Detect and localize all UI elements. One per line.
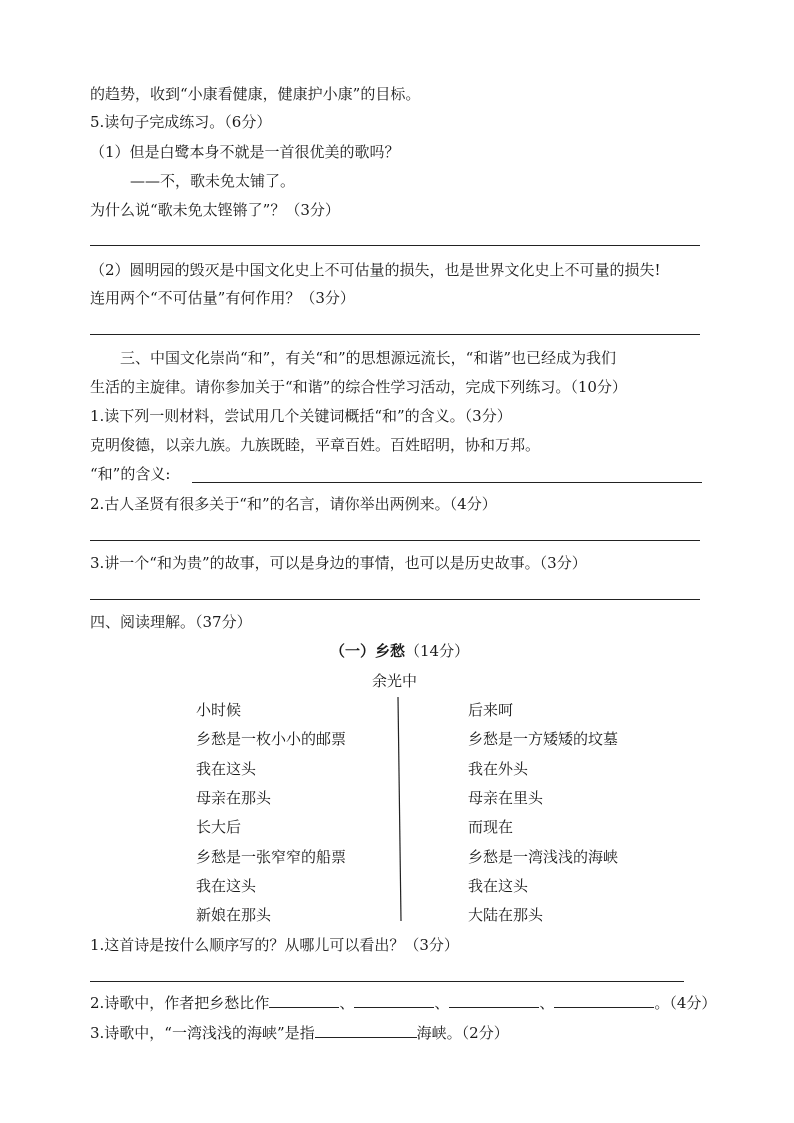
section-3-question-2: 2.古人圣贤有很多关于“和”的名言，请你举出两例来。（4分） — [90, 495, 497, 513]
blank-1[interactable] — [269, 993, 339, 1008]
q2-end: 。（4分） — [654, 994, 717, 1012]
poem-line: 大陆在那头 — [468, 906, 544, 925]
answer-line[interactable] — [90, 334, 700, 335]
q2-separator: 、 — [434, 994, 450, 1012]
section-3-question-3: 3.讲一个“和为贵”的故事，可以是身边的事情，也可以是历史故事。（3分） — [90, 554, 587, 572]
poem-line: 母亲在那头 — [196, 788, 272, 807]
answer-line[interactable] — [90, 245, 700, 246]
poem-author: 余光中 — [372, 672, 418, 690]
poem-line: 乡愁是一枚小小的邮票 — [196, 730, 347, 749]
blank-strait[interactable] — [315, 1023, 417, 1038]
section-4-question-2 — [90, 993, 716, 1013]
poem-line: 乡愁是一方矮矮的坟墓 — [468, 730, 619, 749]
q2-prefix: 2.诗歌中，作者把乡愁比作 — [90, 994, 270, 1012]
question-5-2-prompt: 连用两个“不可估量”有何作用？（3分） — [90, 289, 355, 307]
question-5-2-sentence: （2）圆明园的毁灭是中国文化史上不可估量的损失，也是世界文化史上不可量的损失! — [90, 261, 661, 279]
poem-title — [330, 641, 469, 661]
section-3-intro-cont: 生活的主旋律。请你参加关于“和谐”的综合性学习活动，完成下列练习。（10分） — [90, 378, 627, 396]
q2-separator: 、 — [539, 994, 555, 1012]
poem-line: 小时候 — [196, 701, 242, 719]
poem-title-text: （一）乡愁 — [330, 642, 406, 660]
poem-line: 我在这头 — [196, 759, 257, 778]
blank-3[interactable] — [449, 993, 539, 1008]
poem-line: 后来呵 — [468, 701, 514, 719]
question-5-1-sentence: （1）但是白鹭本身不就是一首很优美的歌吗？ — [90, 143, 400, 161]
section-4-question-1: 1.这首诗是按什么顺序写的？从哪儿可以看出？（3分） — [90, 936, 459, 954]
text-line: 的趋势，收到“小康看健康，健康护小康”的目标。 — [90, 85, 421, 103]
poem-line: 我在外头 — [468, 759, 529, 778]
section-3-question-1: 1.读下列一则材料，尝试用几个关键词概括“和”的含义。（3分） — [90, 407, 512, 425]
blank-4[interactable] — [554, 993, 654, 1008]
section-4-question-3 — [90, 1023, 509, 1043]
meaning-answer-line[interactable] — [192, 482, 702, 483]
poem-divider — [390, 695, 406, 923]
question-5-1-prompt: 为什么说“歌未免太铿锵了”？（3分） — [90, 201, 340, 219]
answer-line[interactable] — [90, 981, 684, 982]
poem-line: 长大后 — [196, 818, 242, 837]
section-3-intro: 三、中国文化崇尚“和”，有关“和”的思想源远流长，“和谐”也已经成为我们 — [120, 349, 617, 367]
answer-line[interactable] — [90, 599, 700, 600]
poem-line: 乡愁是一张窄窄的船票 — [196, 847, 347, 866]
question-5: 5.读句子完成练习。（6分） — [90, 113, 272, 131]
section-4-heading: 四、阅读理解。（37分） — [90, 613, 252, 631]
answer-line[interactable] — [90, 540, 700, 541]
poem-line: 母亲在里头 — [468, 788, 544, 807]
poem-line: 而现在 — [468, 818, 514, 837]
poem-points: （14分） — [405, 642, 470, 660]
q2-separator: 、 — [339, 994, 355, 1012]
poem-line: 我在这头 — [468, 876, 529, 895]
question-5-1-reply: ——不，歌未免太铺了。 — [130, 172, 296, 190]
q3-prefix: 3.诗歌中，“一湾浅浅的海峡”是指 — [90, 1024, 315, 1042]
poem-line: 我在这头 — [196, 876, 257, 895]
q3-suffix: 海峡。（2分） — [416, 1024, 509, 1042]
poem-line: 乡愁是一湾浅浅的海峡 — [468, 847, 619, 866]
material-text: 克明俊德，以亲九族。九族既睦，平章百姓。百姓昭明，协和万邦。 — [90, 436, 541, 454]
blank-2[interactable] — [354, 993, 434, 1008]
poem-line: 新娘在那头 — [196, 906, 272, 925]
meaning-label: “和”的含义: — [90, 465, 171, 483]
